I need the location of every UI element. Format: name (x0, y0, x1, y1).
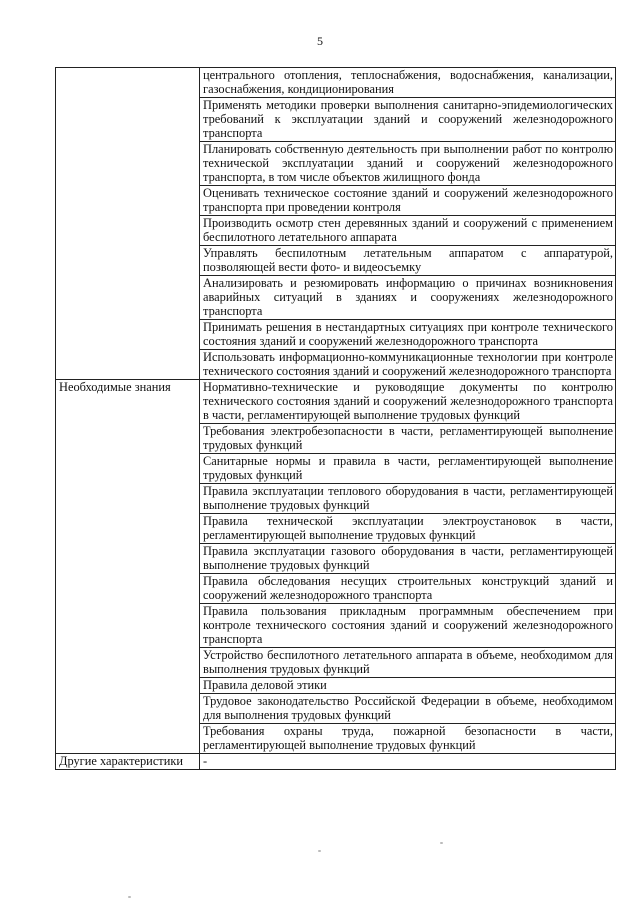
section-label: Необходимые знания (56, 380, 200, 754)
requirement-item: Производить осмотр стен деревянных зданий и сооружений с применением беспилотного летательного аппарата (200, 216, 616, 246)
requirement-item: Правила пользования прикладным программным обеспечением при контроле технического состояния зданий и сооружений железнодорожного транспорта (200, 604, 616, 648)
requirement-item: Правила обследования несущих строительных конструкций зданий и сооружений железнодорожного транспорта (200, 574, 616, 604)
table-row (56, 68, 616, 98)
requirement-item: Устройство беспилотного летательного аппарата в объеме, необходимом для выполнения трудовых функций (200, 648, 616, 678)
requirement-item: Принимать решения в нестандартных ситуациях при контроле технического состояния зданий и сооружений железнодорожного транспорта (200, 320, 616, 350)
requirement-item: Планировать собственную деятельность при выполнении работ по контролю технической эксплуатации зданий и сооружений железнодорожного транспорта, в том числе объектов жилищного фонда (200, 142, 616, 186)
requirement-item: Правила эксплуатации газового оборудования в части, регламентирующей выполнение трудовых функций (200, 544, 616, 574)
requirement-item: Нормативно-технические и руководящие документы по контролю технического состояния зданий и сооружений железнодорожного транспорта в части, регламентирующей выполнение трудовых функций (200, 380, 616, 424)
page-number: 5 (317, 34, 323, 48)
requirement-item: Требования охраны труда, пожарной безопасности в части, регламентирующей выполнение трудовых функций (200, 724, 616, 754)
requirement-item: Требования электробезопасности в части, регламентирующей выполнение трудовых функций (200, 424, 616, 454)
requirement-item: - (200, 754, 616, 770)
section-label: Другие характеристики (56, 754, 200, 770)
requirements-table (55, 67, 616, 770)
requirement-item: Управлять беспилотным летательным аппаратом с аппаратурой, позволяющей вести фото- и видеосъемку (200, 246, 616, 276)
table-row (56, 380, 616, 424)
table-row (56, 754, 616, 770)
requirement-item: Трудовое законодательство Российской Федерации в объеме, необходимом для выполнения трудовых функций (200, 694, 616, 724)
requirement-item: Использовать информационно-коммуникационные технологии при контроле технического состояния зданий и сооружений железнодорожного транспорта (200, 350, 616, 380)
scan-speck (318, 850, 321, 852)
requirement-item: Применять методики проверки выполнения санитарно-эпидемиологических требований к эксплуатации зданий и сооружений железнодорожного транспорта (200, 98, 616, 142)
requirement-item: Правила эксплуатации теплового оборудования в части, регламентирующей выполнение трудовых функций (200, 484, 616, 514)
scan-speck (128, 896, 131, 898)
requirement-item: Оценивать техническое состояние зданий и сооружений железнодорожного транспорта при проведении контроля (200, 186, 616, 216)
requirements-table-body (56, 68, 616, 770)
requirement-item: Правила технической эксплуатации электроустановок в части, регламентирующей выполнение трудовых функций (200, 514, 616, 544)
requirement-item: Анализировать и резюмировать информацию о причинах возникновения аварийных ситуаций в зданиях и сооружениях железнодорожного транспорта (200, 276, 616, 320)
requirement-item: центрального отопления, теплоснабжения, водоснабжения, канализации, газоснабжения, кондиционирования (200, 68, 616, 98)
requirement-item: Санитарные нормы и правила в части, регламентирующей выполнение трудовых функций (200, 454, 616, 484)
requirement-item: Правила деловой этики (200, 678, 616, 694)
scan-speck (440, 842, 443, 844)
section-label (56, 68, 200, 380)
